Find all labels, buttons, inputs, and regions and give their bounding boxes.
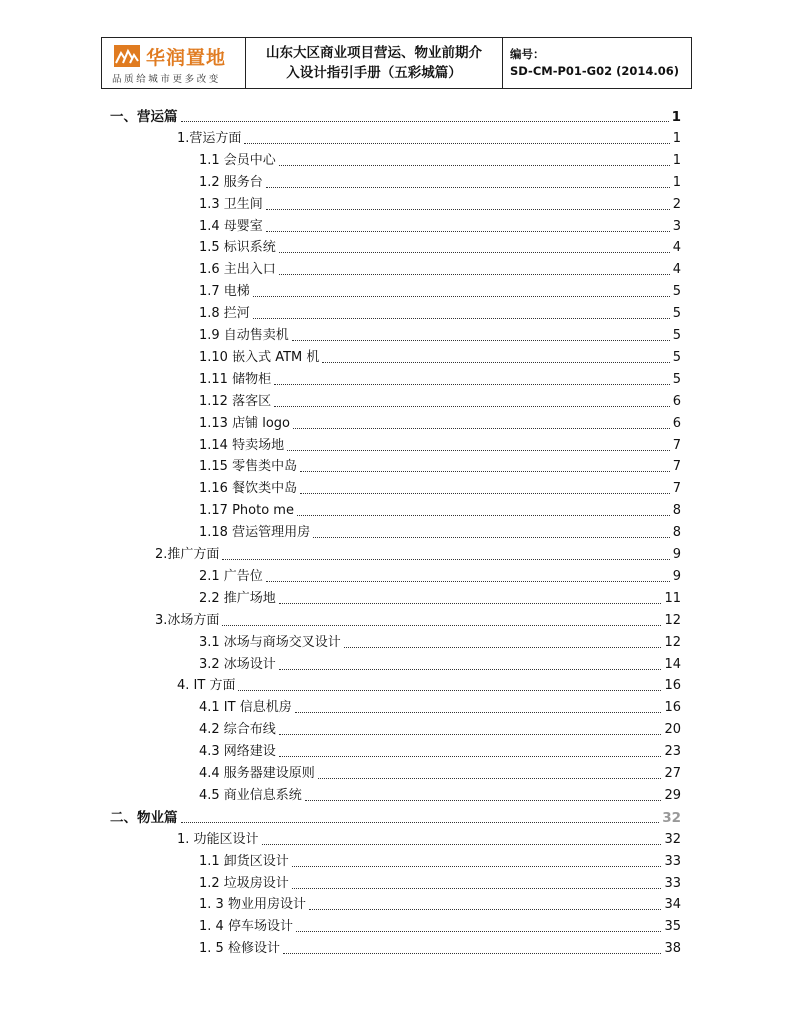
logo-slogan: 品质给城市更多改变	[112, 74, 221, 85]
toc-entry-page: 5	[672, 371, 681, 387]
toc-entry-page: 6	[672, 393, 681, 409]
toc-entry[interactable]	[199, 499, 681, 519]
toc-dot-leader	[309, 909, 662, 910]
toc-entry[interactable]	[199, 937, 681, 957]
toc-entry-page: 12	[664, 612, 681, 628]
toc-entry[interactable]	[177, 127, 681, 147]
toc-entry-label: 1.7 电梯	[199, 284, 250, 300]
toc-entry-page: 1	[671, 109, 681, 125]
toc-dot-leader	[262, 844, 662, 845]
toc-dot-leader	[279, 734, 662, 735]
toc-entry[interactable]	[110, 105, 681, 125]
toc-entry-page: 7	[672, 459, 681, 475]
toc-entry[interactable]	[110, 806, 681, 826]
toc-entry-label: 1.9 自动售卖机	[199, 328, 289, 343]
toc-entry[interactable]	[199, 565, 681, 585]
toc-entry-label: 1.5 标识系统	[199, 240, 276, 256]
toc-entry-page: 35	[664, 919, 681, 935]
toc-entry[interactable]	[155, 609, 681, 629]
toc-entry[interactable]	[199, 390, 681, 410]
toc-dot-leader	[292, 888, 662, 889]
toc-entry-page: 2	[672, 196, 681, 212]
toc-dot-leader	[297, 515, 670, 516]
toc-dot-leader	[253, 318, 670, 319]
toc-entry[interactable]	[199, 915, 681, 935]
toc-entry[interactable]	[199, 587, 681, 607]
toc-entry-label: 1.18 营运管理用房	[199, 525, 311, 541]
toc-entry[interactable]	[199, 215, 681, 235]
logo-name: 华润置地	[146, 47, 227, 69]
toc-dot-leader	[279, 165, 670, 166]
toc-entry-page: 11	[664, 590, 681, 606]
toc-entry[interactable]	[199, 521, 681, 541]
toc-entry[interactable]	[177, 674, 681, 694]
toc-entry-page: 5	[672, 349, 681, 365]
toc-dot-leader	[279, 669, 662, 670]
toc-entry-page: 5	[672, 328, 681, 343]
toc-entry-label: 3.1 冰场与商场交叉设计	[199, 634, 341, 650]
toc-entry-page: 8	[672, 503, 681, 519]
toc-entry-label: 2.2 推广场地	[199, 590, 276, 606]
toc-entry[interactable]	[199, 171, 681, 191]
toc-entry-label: 1.12 落客区	[199, 393, 272, 409]
toc-dot-leader	[279, 252, 670, 253]
company-logo-icon	[114, 45, 140, 67]
logo-cell	[102, 38, 246, 88]
toc-entry-page: 4	[672, 240, 681, 256]
toc-entry-label: 1.2 垃圾房设计	[199, 875, 289, 891]
toc-entry-label: 1.6 主出入口	[199, 262, 276, 278]
toc-entry-label: 1.营运方面	[177, 130, 242, 146]
toc-entry[interactable]	[199, 346, 681, 366]
toc-entry-label: 1. 5 检修设计	[199, 941, 280, 957]
toc-entry-label: 3.冰场方面	[155, 612, 220, 628]
toc-entry[interactable]	[199, 236, 681, 256]
toc-entry-label: 1.2 服务台	[199, 174, 263, 190]
toc-entry[interactable]	[199, 280, 681, 300]
toc-dot-leader	[279, 603, 662, 604]
toc-entry-page: 16	[664, 700, 681, 716]
toc-entry-page: 6	[672, 415, 681, 431]
toc-entry-label: 1. 功能区设计	[177, 831, 259, 847]
toc-entry-label: 一、营运篇	[110, 109, 178, 125]
toc-dot-leader	[318, 778, 662, 779]
toc-entry-label: 2.推广方面	[155, 547, 220, 562]
code-value: SD-CM-P01-G02 (2014.06)	[510, 64, 680, 78]
toc-entry[interactable]	[199, 872, 681, 892]
title-line-1: 山东大区商业项目营运、物业前期介	[266, 45, 482, 61]
toc-entry[interactable]	[199, 455, 681, 475]
toc-entry-label: 4.4 服务器建设原则	[199, 766, 315, 781]
toc-entry[interactable]	[199, 434, 681, 454]
toc-entry-page: 34	[664, 897, 681, 913]
toc-dot-leader	[292, 866, 662, 867]
toc-dot-leader	[300, 471, 670, 472]
toc-entry-page: 1	[672, 152, 681, 168]
toc-dot-leader	[253, 296, 670, 297]
toc-entry-label: 1.1 会员中心	[199, 152, 276, 168]
toc-dot-leader	[266, 187, 670, 188]
toc-dot-leader	[238, 690, 661, 691]
toc-dot-leader	[295, 712, 662, 713]
toc-entry-page: 27	[664, 766, 681, 781]
toc-entry-label: 1.14 特卖场地	[199, 437, 285, 453]
toc-dot-leader	[283, 953, 662, 954]
toc-entry-page: 16	[664, 678, 681, 694]
toc-entry[interactable]	[199, 631, 681, 651]
toc-entry-label: 4.1 IT 信息机房	[199, 700, 292, 716]
toc-entry-label: 1. 4 停车场设计	[199, 919, 293, 935]
document-code	[503, 38, 691, 88]
document-title	[246, 38, 503, 88]
toc-entry-label: 4. IT 方面	[177, 678, 236, 694]
toc-entry[interactable]	[199, 193, 681, 213]
toc-entry-page: 1	[672, 174, 681, 190]
toc-entry[interactable]	[199, 850, 681, 870]
toc-entry[interactable]	[177, 828, 681, 848]
toc-dot-leader	[279, 274, 670, 275]
toc-entry-page: 29	[664, 787, 681, 803]
toc-entry-page: 1	[672, 130, 681, 146]
toc-entry-page: 5	[672, 284, 681, 300]
toc-dot-leader	[344, 647, 662, 648]
toc-entry-label: 2.1 广告位	[199, 568, 263, 584]
toc-dot-leader	[266, 581, 670, 582]
toc-entry[interactable]	[199, 762, 681, 782]
toc-dot-leader	[266, 209, 670, 210]
toc-dot-leader	[287, 450, 670, 451]
toc-entry[interactable]	[199, 258, 681, 278]
toc-entry-page: 8	[672, 525, 681, 541]
toc-entry-label: 1.13 店铺 logo	[199, 415, 290, 431]
toc-entry-page: 7	[672, 437, 681, 453]
toc-entry-label: 1.16 餐饮类中岛	[199, 481, 298, 497]
toc-entry-label: 1.1 卸货区设计	[199, 853, 289, 869]
toc-entry-label: 1.8 拦河	[199, 306, 250, 322]
toc-entry[interactable]	[199, 653, 681, 673]
toc-dot-leader	[322, 362, 669, 363]
toc-entry-page: 33	[664, 875, 681, 891]
toc-entry[interactable]	[199, 893, 681, 913]
toc-entry-label: 1.4 母婴室	[199, 218, 263, 234]
toc-entry-label: 3.2 冰场设计	[199, 656, 276, 672]
toc-entry[interactable]	[199, 324, 681, 344]
toc-dot-leader	[222, 559, 669, 560]
toc-dot-leader	[293, 428, 670, 429]
toc-entry[interactable]	[199, 412, 681, 432]
toc-entry-label: 4.5 商业信息系统	[199, 787, 302, 803]
toc-entry[interactable]	[199, 784, 681, 804]
toc-entry-page: 20	[664, 722, 681, 738]
toc-entry-page: 32	[664, 831, 681, 847]
toc-entry-page: 7	[672, 481, 681, 497]
code-label: 编号：	[510, 47, 545, 61]
toc-entry-page: 23	[664, 744, 681, 760]
toc-entry-label: 1.10 嵌入式 ATM 机	[199, 349, 320, 365]
toc-dot-leader	[313, 537, 670, 538]
toc-entry[interactable]	[199, 477, 681, 497]
toc-dot-leader	[222, 625, 661, 626]
toc-dot-leader	[274, 406, 670, 407]
document-header	[101, 37, 692, 89]
toc-entry-label: 1. 3 物业用房设计	[199, 897, 306, 913]
toc-entry[interactable]	[199, 149, 681, 169]
toc-entry[interactable]	[199, 368, 681, 388]
toc-dot-leader	[305, 800, 662, 801]
toc-entry[interactable]	[199, 718, 681, 738]
toc-dot-leader	[300, 493, 670, 494]
toc-dot-leader	[292, 340, 670, 341]
toc-entry[interactable]	[199, 740, 681, 760]
toc-entry-label: 二、物业篇	[110, 809, 178, 826]
toc-dot-leader	[274, 384, 670, 385]
toc-entry-label: 4.3 网络建设	[199, 744, 276, 760]
toc-entry-label: 1.17 Photo me	[199, 503, 294, 519]
toc-entry[interactable]	[199, 696, 681, 716]
toc-entry-page: 32	[662, 809, 681, 826]
toc-entry-page: 38	[664, 941, 681, 957]
toc-entry-label: 1.15 零售类中岛	[199, 459, 298, 475]
toc-entry-page: 4	[672, 262, 681, 278]
toc-dot-leader	[266, 231, 670, 232]
toc-entry[interactable]	[199, 302, 681, 322]
toc-entry-label: 4.2 综合布线	[199, 722, 276, 738]
toc-entry-page: 3	[672, 218, 681, 234]
toc-entry-label: 1.3 卫生间	[199, 196, 263, 212]
title-line-2: 入设计指引手册（五彩城篇）	[286, 65, 462, 81]
toc-entry-page: 9	[672, 568, 681, 584]
toc-entry-page: 33	[664, 853, 681, 869]
toc-dot-leader	[181, 121, 669, 122]
toc-dot-leader	[279, 756, 662, 757]
toc-dot-leader	[181, 822, 660, 823]
toc-entry-page: 14	[664, 656, 681, 672]
toc-entry-page: 12	[664, 634, 681, 650]
toc-dot-leader	[244, 143, 669, 144]
toc-entry-page: 9	[672, 547, 681, 562]
toc-entry[interactable]	[155, 543, 681, 563]
toc-entry-page: 5	[672, 306, 681, 322]
toc-entry-label: 1.11 储物柜	[199, 371, 272, 387]
toc-dot-leader	[296, 931, 662, 932]
